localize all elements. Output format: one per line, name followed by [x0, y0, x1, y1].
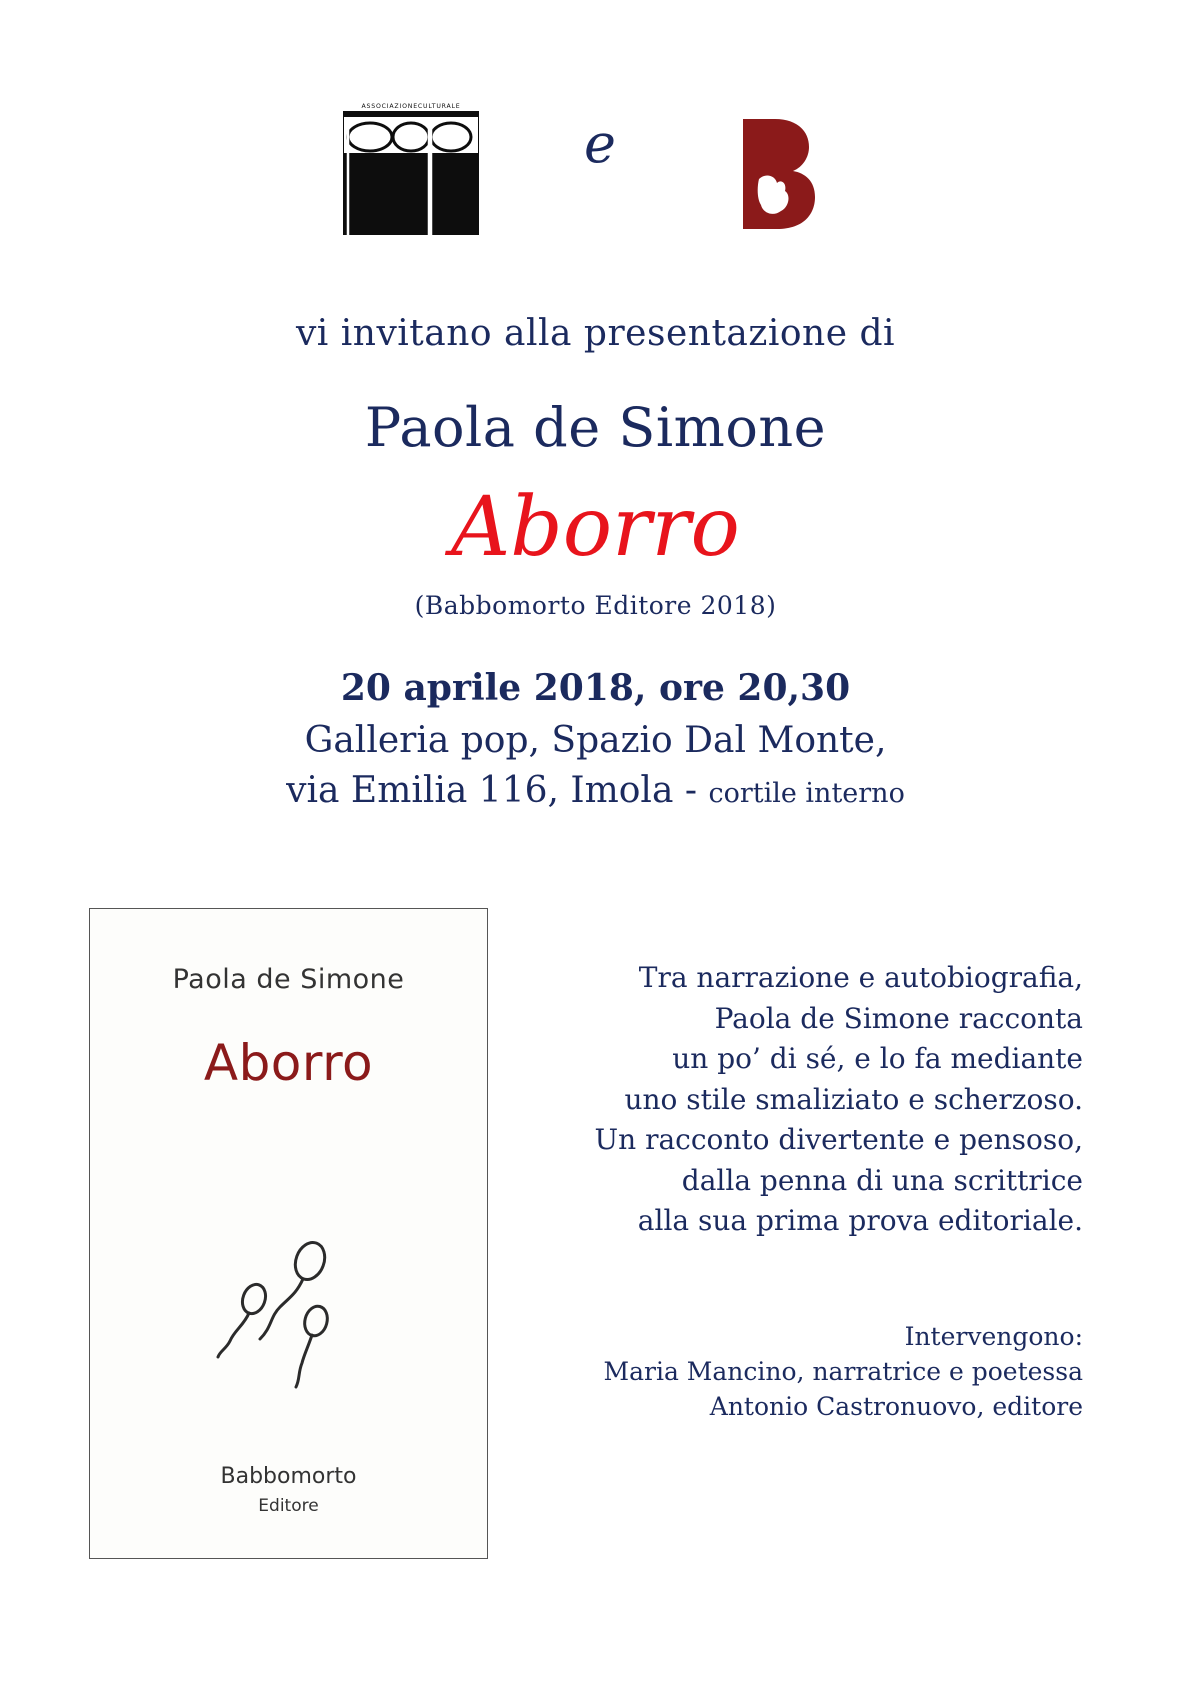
blurb-line: Un racconto divertente e pensoso, [594, 1123, 1083, 1156]
conjunction-text: e [584, 112, 616, 175]
venue-note: cortile interno [708, 778, 905, 809]
blurb-line: Paola de Simone racconta [714, 1001, 1083, 1035]
event-date-time: 20 aprile 2018, ore 20,30 [340, 667, 851, 709]
publisher-year: (Babbomorto Editore 2018) [414, 591, 777, 620]
blurb-line: Tra narrazione e autobiografia, [638, 961, 1083, 994]
cover-title: Aborro [203, 1034, 374, 1092]
babbomorto-logo [735, 117, 815, 232]
blurb-line: uno stile smaliziato e scherzoso. [624, 1082, 1083, 1116]
cover-publisher: Babbomorto [220, 1464, 357, 1489]
speaker-item: Maria Mancino, narratrice e poetessa [603, 1357, 1083, 1386]
blurb-line: dalla penna di una scrittrice [681, 1163, 1083, 1197]
author-name: Paola de Simone [364, 396, 827, 459]
cover-publisher-sub: Editore [258, 1496, 319, 1516]
sperm-illustration-icon [210, 1239, 360, 1389]
blurb-line: alla sua prima prova editoriale. [637, 1204, 1083, 1237]
cover-author: Paola de Simone [172, 964, 405, 995]
speakers-section [604, 1319, 1084, 1424]
book-cover-image [89, 908, 488, 1559]
speaker-item: Antonio Castronuovo, editore [709, 1392, 1083, 1421]
venue-line-2 [0, 770, 1191, 811]
book-blurb [595, 958, 1083, 1242]
venue-address: via Emilia 116, Imola - [286, 770, 709, 811]
pop-association-logo [343, 101, 479, 235]
blurb-line: un po’ di sé, e lo fa mediante [672, 1042, 1083, 1075]
invitation-intro: vi invitano alla presentazione di [295, 313, 896, 354]
speakers-heading: Intervengono: [904, 1322, 1083, 1351]
book-title: Aborro [451, 480, 740, 575]
svg-text:ASSOCIAZIONECULTURALE: ASSOCIAZIONECULTURALE [361, 103, 461, 110]
venue-line-1: Galleria pop, Spazio Dal Monte, [304, 720, 887, 761]
